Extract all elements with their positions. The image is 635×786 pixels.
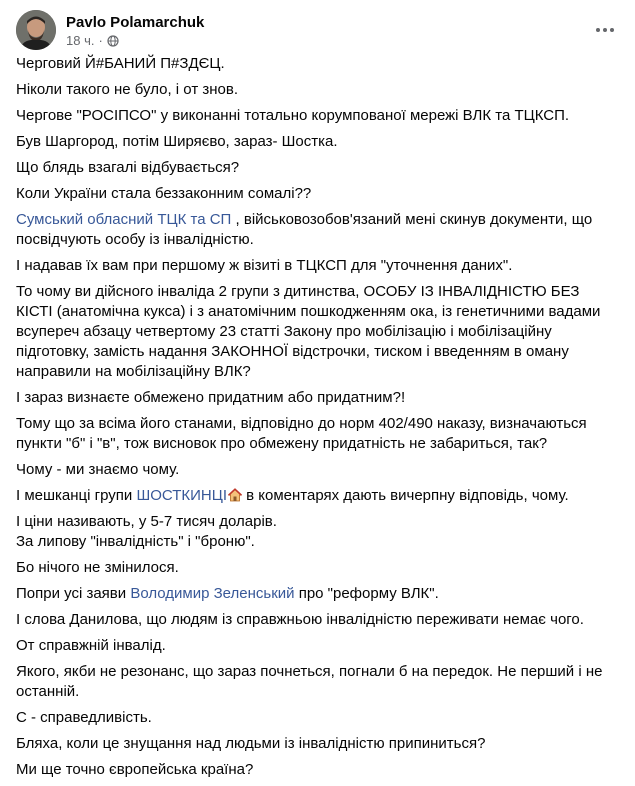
post-paragraph xyxy=(16,460,619,480)
post-paragraph xyxy=(16,80,619,100)
post-text: За липову "інвалідність" і "броню". xyxy=(16,533,255,550)
post-text: Чергове "РОСІПСО" у виконанні тотально корумпованої мережі ВЛК та ТЦКСП. xyxy=(16,107,570,124)
post-text: То чому ви дійсного інваліда 2 групи з дитинства, ОСОБУ ІЗ ІНВАЛІДНІСТЮ БЕЗ КІСТІ (анатомічна кукса) і з анатомічним пошкодженням ока, із генетичними вадами всупереч абзацу четвертому 23 статті Закону про мобілізацію і мобілізаційну підготовку, замість надання ЗАКОННОЇ відстрочки, тиском і введенням в оману направили на мобілізаційну ВЛК? xyxy=(16,283,601,380)
post-paragraph xyxy=(16,734,619,754)
mention-link[interactable]: Сумський обласний ТЦК та СП xyxy=(16,211,232,228)
post-paragraph xyxy=(16,256,619,276)
post-text: Попри усі заяви xyxy=(16,585,131,602)
globe-icon xyxy=(107,35,119,47)
post-text: в коментарях дають вичерпну відповідь, чому. xyxy=(241,487,569,504)
house-emoji-icon xyxy=(228,488,242,502)
post-text: Був Шаргород, потім Ширяєво, зараз- Шостка. xyxy=(16,133,338,150)
post-text: , військовозобов'язаний мені скинув документи, що посвідчують особу із інвалідністю. xyxy=(16,211,593,248)
post-paragraph xyxy=(16,106,619,126)
post-body xyxy=(16,54,619,786)
post-text: Ніколи такого не було, і от знов. xyxy=(16,81,238,98)
post-paragraph xyxy=(16,610,619,630)
post-meta: 18 ч. · xyxy=(66,33,119,48)
post-text: І ціни називають, у 5-7 тисяч доларів. xyxy=(16,513,277,530)
post-text: Бо нічого не змінилося. xyxy=(16,559,179,576)
mention-link[interactable]: Володимир Зеленський xyxy=(130,585,295,602)
post-paragraph xyxy=(16,414,619,454)
post-text: Черговий Й#БАНИЙ П#ЗДЄЦ. xyxy=(16,55,225,72)
author-name[interactable]: Pavlo Polamarchuk xyxy=(66,14,205,31)
post-text: І мешканці групи xyxy=(16,487,137,504)
post-paragraph xyxy=(16,512,619,552)
post-text: Що блядь взагалі відбувається? xyxy=(16,159,240,176)
post-text: С - справедливість. xyxy=(16,709,152,726)
post-text: Бляха, коли це знущання над людьми із інвалідністю припиниться? xyxy=(16,735,486,752)
post-text: про "реформу ВЛК". xyxy=(294,585,439,602)
avatar[interactable] xyxy=(16,10,56,50)
post-paragraph xyxy=(16,558,619,578)
post-paragraph xyxy=(16,132,619,152)
post-paragraph xyxy=(16,282,619,382)
post-time[interactable]: 18 ч. xyxy=(66,33,95,48)
post-text: Тому що за всіма його станами, відповідно до норм 402/490 наказу, визначаються пункти "б" і "в", тож висновок про обмежену придатність не забариться, так? xyxy=(16,415,587,452)
post-paragraph xyxy=(16,760,619,780)
post-paragraph xyxy=(16,184,619,204)
post-paragraph xyxy=(16,662,619,702)
post-header xyxy=(16,10,619,56)
post-paragraph xyxy=(16,708,619,728)
post-text: От справжній інвалід. xyxy=(16,637,166,654)
post-paragraph xyxy=(16,486,619,506)
mention-link[interactable]: ШОСТКИНЦІ xyxy=(136,487,227,504)
post-paragraph xyxy=(16,210,619,250)
post-text: І надавав їх вам при першому ж візиті в ТЦКСП для "уточнення даних". xyxy=(16,257,513,274)
post-text: Якого, якби не резонанс, що зараз почнеться, погнали б на передок. Не перший і не останній. xyxy=(16,663,603,700)
post-text: І зараз визнаєте обмежено придатним або придатним?! xyxy=(16,389,406,406)
post-paragraph xyxy=(16,584,619,604)
post-paragraph xyxy=(16,388,619,408)
post-text: І слова Данилова, що людям із справжньою інвалідністю переживати немає чого. xyxy=(16,611,584,628)
post-paragraph xyxy=(16,636,619,656)
post-paragraph xyxy=(16,158,619,178)
post-text: Ми ще точно європейська країна? xyxy=(16,761,254,778)
post-paragraph xyxy=(16,54,619,74)
post-text: Коли України стала беззаконним сомалі?? xyxy=(16,185,312,202)
more-options-icon[interactable] xyxy=(593,18,617,42)
post-text: Чому - ми знаємо чому. xyxy=(16,461,180,478)
